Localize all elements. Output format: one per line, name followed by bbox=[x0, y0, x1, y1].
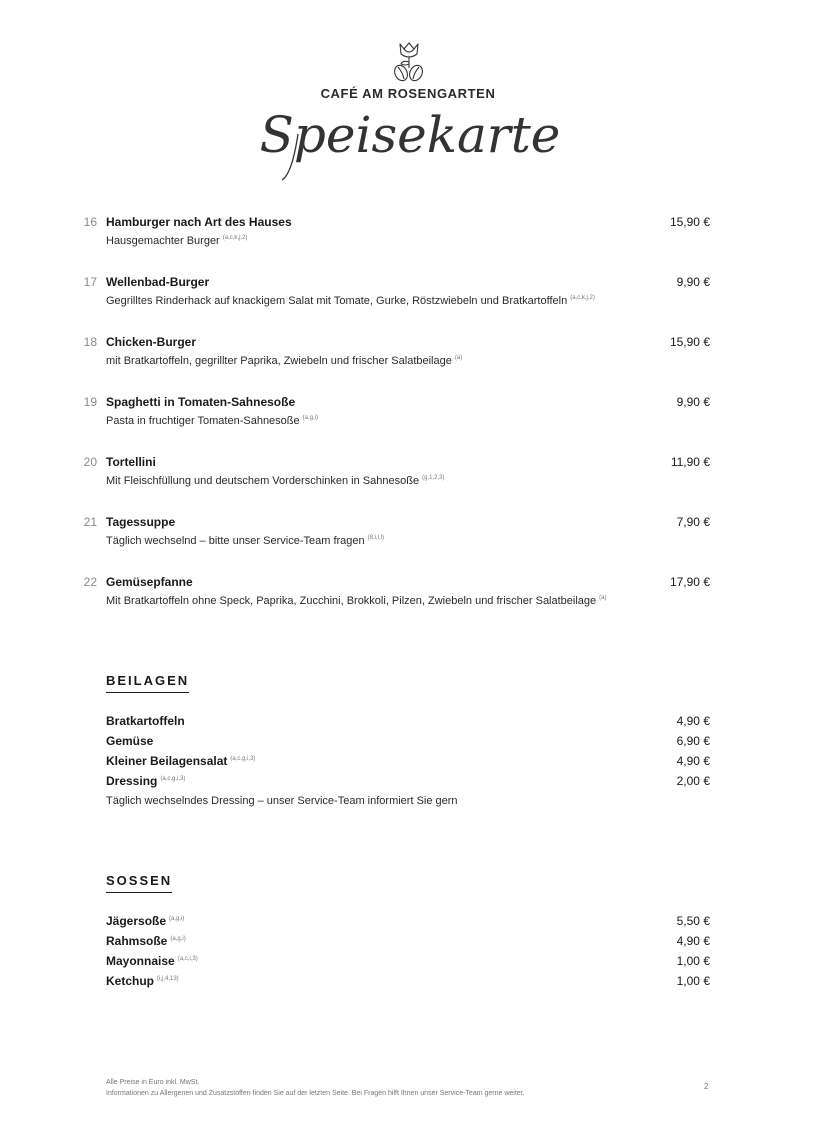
footer-line-prices: Alle Preise in Euro inkl. MwSt. bbox=[106, 1079, 200, 1086]
item-price: 15,90 € bbox=[669, 335, 710, 349]
side-dish-row bbox=[106, 734, 710, 750]
item-price: 9,90 € bbox=[676, 395, 710, 409]
sauce-name-text: Ketchup bbox=[106, 974, 154, 988]
rose-logo-icon bbox=[386, 40, 432, 84]
allergen-codes: (a,g,i) bbox=[302, 415, 318, 421]
side-dish-name bbox=[106, 714, 185, 728]
item-price: 17,90 € bbox=[669, 575, 710, 589]
item-number: 20 bbox=[83, 455, 97, 469]
side-dish-name bbox=[106, 734, 153, 748]
item-price: 7,90 € bbox=[676, 515, 710, 529]
allergen-codes: (a,c,k,j,2) bbox=[222, 235, 248, 241]
item-description-text: Mit Bratkartoffeln ohne Speck, Paprika, Zucchini, Brokkoli, Pilzen, Zwiebeln und frischer Salatbeilage bbox=[106, 595, 597, 607]
item-name: Spaghetti in Tomaten-Sahnesoße bbox=[106, 395, 296, 409]
section-title-beilagen: BEILAGEN bbox=[106, 673, 189, 693]
sauce-price: 5,50 € bbox=[676, 914, 710, 928]
sauce-name bbox=[106, 914, 184, 928]
allergen-codes: (i,j,4,13) bbox=[157, 976, 179, 982]
item-description bbox=[106, 475, 444, 487]
allergen-codes: (g,1,2,3) bbox=[422, 475, 445, 481]
side-dish-name-text: Gemüse bbox=[106, 734, 154, 748]
footer-line-allergens: Informationen zu Allergenen und Zusatzstoffen finden Sie auf der letzten Seite. Bei Fragen hilft Ihnen unser Service-Team gerne weiter. bbox=[106, 1090, 525, 1097]
item-description-text: Hausgemachter Burger bbox=[106, 235, 220, 247]
allergen-codes: (a,g,i) bbox=[169, 916, 185, 922]
item-number: 22 bbox=[83, 575, 97, 589]
side-dish-name bbox=[106, 754, 255, 768]
allergen-codes: (a,g,i) bbox=[170, 936, 186, 942]
side-dish-name-text: Kleiner Beilagensalat bbox=[106, 754, 228, 768]
allergen-codes: (a,c,g,i,3) bbox=[230, 756, 256, 762]
item-name: Tagessuppe bbox=[106, 515, 176, 529]
side-dish-price: 2,00 € bbox=[676, 774, 710, 788]
menu-title bbox=[259, 104, 561, 184]
item-description bbox=[106, 535, 384, 547]
allergen-codes: (a) bbox=[599, 595, 607, 601]
item-description bbox=[106, 595, 607, 607]
allergen-codes: (a,c,g,i,3) bbox=[160, 776, 186, 782]
sauce-price: 1,00 € bbox=[676, 954, 710, 968]
item-description-text: mit Bratkartoffeln, gegrillter Paprika, Zwiebeln und frischer Salatbeilage bbox=[106, 355, 452, 367]
footer-note bbox=[106, 1077, 525, 1099]
item-price: 15,90 € bbox=[669, 215, 710, 229]
item-name: Gemüsepfanne bbox=[106, 575, 193, 589]
sauce-name bbox=[106, 954, 198, 968]
allergen-codes: (a) bbox=[454, 355, 463, 361]
section-title-sossen: SOSSEN bbox=[106, 873, 172, 893]
side-dish-row bbox=[106, 774, 710, 790]
item-description bbox=[106, 355, 462, 367]
item-description-text: Gegrilltes Rinderhack auf knackigem Salat mit Tomate, Gurke, Röstzwiebeln und Bratkartoffeln bbox=[106, 295, 568, 307]
item-description-text: Täglich wechselnd – bitte unser Service-Team fragen bbox=[106, 535, 365, 547]
side-dish-price: 4,90 € bbox=[676, 754, 710, 768]
item-description-text: Mit Fleischfüllung und deutschem Vorderschinken in Sahnesoße bbox=[106, 475, 420, 487]
item-description-text: Pasta in fruchtiger Tomaten-Sahnesoße bbox=[106, 415, 300, 427]
item-name: Wellenbad-Burger bbox=[106, 275, 210, 289]
side-dish-name-text: Dressing bbox=[106, 774, 158, 788]
side-dish-price: 4,90 € bbox=[676, 714, 710, 728]
item-number: 17 bbox=[83, 275, 97, 289]
sauce-name-text: Rahmsoße bbox=[106, 934, 168, 948]
side-dish-row bbox=[106, 754, 710, 770]
cafe-name: CAFÉ AM ROSENGARTEN bbox=[320, 86, 496, 101]
side-dish-name-text: Bratkartoffeln bbox=[106, 714, 185, 728]
page-number: 2 bbox=[704, 1082, 709, 1091]
sauce-row bbox=[106, 974, 710, 990]
item-name: Tortellini bbox=[106, 455, 156, 469]
sauce-row bbox=[106, 914, 710, 930]
item-description bbox=[106, 415, 318, 427]
side-dish-row bbox=[106, 714, 710, 730]
item-number: 21 bbox=[83, 515, 97, 529]
item-number: 19 bbox=[83, 395, 97, 409]
sauce-row bbox=[106, 954, 710, 970]
sauce-name bbox=[106, 934, 186, 948]
item-number: 16 bbox=[83, 215, 97, 229]
item-price: 11,90 € bbox=[670, 455, 710, 469]
allergen-codes: (8,i,l,l) bbox=[367, 535, 384, 541]
item-description bbox=[106, 235, 247, 247]
sauce-name-text: Mayonnaise bbox=[106, 954, 175, 968]
item-name: Chicken-Burger bbox=[106, 335, 197, 349]
side-dish-name bbox=[106, 774, 185, 788]
sauce-row bbox=[106, 934, 710, 950]
sauce-name bbox=[106, 974, 179, 988]
item-name: Hamburger nach Art des Hauses bbox=[106, 215, 292, 229]
sauce-name-text: Jägersoße bbox=[106, 914, 167, 928]
sauce-price: 4,90 € bbox=[676, 934, 710, 948]
item-price: 9,90 € bbox=[676, 275, 710, 289]
allergen-codes: (a,c,k,j,2) bbox=[570, 295, 595, 301]
menu-title-text: Speisekarte bbox=[259, 106, 561, 164]
allergen-codes: (a,c,i,3) bbox=[177, 956, 198, 962]
side-dish-price: 6,90 € bbox=[676, 734, 710, 748]
dressing-note: Täglich wechselndes Dressing – unser Service-Team informiert Sie gern bbox=[106, 795, 458, 807]
item-number: 18 bbox=[83, 335, 97, 349]
item-description bbox=[106, 295, 595, 307]
sauce-price: 1,00 € bbox=[676, 974, 710, 988]
